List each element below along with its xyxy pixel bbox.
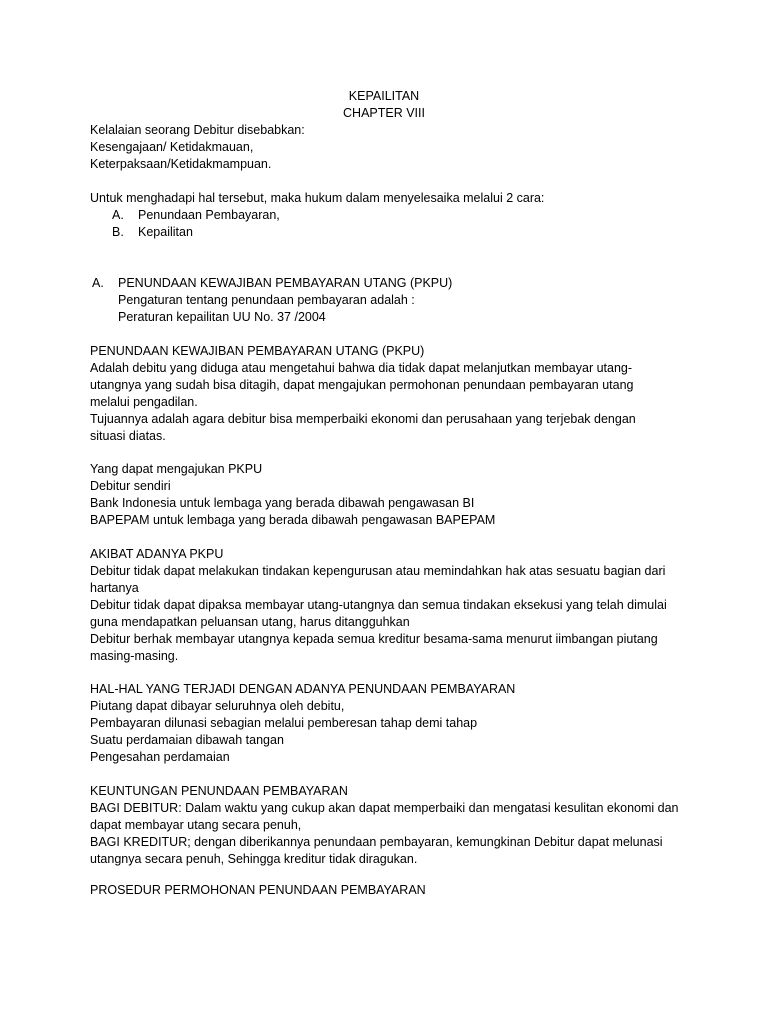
paragraph-line: Bank Indonesia untuk lembaga yang berada dibawah pengawasan BI: [90, 496, 475, 510]
paragraph-line: Piutang dapat dibayar seluruhnya oleh debitu,: [90, 699, 345, 713]
section-a: [92, 275, 692, 326]
procedure-heading-block: [90, 882, 690, 899]
paragraph-line: dapat membayar utang secara penuh,: [90, 818, 302, 832]
paragraph-line: utangnya secara penuh, Sehingga kreditur tidak diragukan.: [90, 852, 418, 866]
paragraph-line: Pembayaran dilunasi sebagian melalui pemberesan tahap demi tahap: [90, 716, 478, 730]
paragraph-line: melalui pengadilan.: [90, 395, 198, 409]
ways-item: [90, 224, 690, 241]
list-marker: B.: [112, 225, 124, 239]
intro-paragraph: [90, 122, 690, 173]
paragraph-line: Debitur sendiri: [90, 479, 171, 493]
paragraph-line: guna mendapatkan peluansan utang, harus ditangguhkan: [90, 615, 410, 629]
paragraph-line: BAGI KREDITUR; dengan diberikannya penundaan pembayaran, kemungkinan Debitur dapat melunasi: [90, 835, 663, 849]
paragraph-line: utangnya yang sudah bisa ditagih, dapat mengajukan permohonan penundaan pembayaran utang: [90, 378, 634, 392]
list-text: Penundaan Pembayaran,: [138, 208, 280, 222]
ways-paragraph: [90, 190, 690, 241]
section-line: Pengaturan tentang penundaan pembayaran adalah :: [118, 293, 415, 307]
section-heading: PENUNDAAN KEWAJIBAN PEMBAYARAN UTANG (PKPU): [118, 276, 453, 290]
document-title: KEPAILITAN: [348, 89, 420, 103]
paragraph-line: masing-masing.: [90, 649, 179, 663]
paragraph-line: situasi diatas.: [90, 429, 166, 443]
section-a-heading-row: [92, 275, 692, 292]
document-subtitle: CHAPTER VIII: [343, 106, 425, 120]
paragraph-line: hartanya: [90, 581, 139, 595]
paragraph-line: BAPEPAM untuk lembaga yang berada dibawah pengawasan BAPEPAM: [90, 513, 496, 527]
section-heading: KEUNTUNGAN PENUNDAAN PEMBAYARAN: [90, 784, 348, 798]
effects-paragraph: [90, 546, 690, 665]
paragraph-line: Pengesahan perdamaian: [90, 750, 230, 764]
events-paragraph: [90, 681, 690, 766]
paragraph-line: Yang dapat mengajukan PKPU: [90, 462, 263, 476]
ways-lead: Untuk menghadapi hal tersebut, maka hukum dalam menyelesaika melalui 2 cara:: [90, 191, 545, 205]
list-text: Kepailitan: [138, 225, 193, 239]
section-line: Peraturan kepailitan UU No. 37 /2004: [118, 310, 326, 324]
intro-line: Keterpaksaan/Ketidakmampuan.: [90, 157, 272, 171]
section-heading: HAL-HAL YANG TERJADI DENGAN ADANYA PENUNDAAN PEMBAYARAN: [90, 682, 516, 696]
ways-item: [90, 207, 690, 224]
list-marker: A.: [112, 208, 124, 222]
paragraph-line: Suatu perdamaian dibawah tangan: [90, 733, 284, 747]
pkpu-definition: [90, 343, 690, 445]
section-heading: PENUNDAAN KEWAJIBAN PEMBAYARAN UTANG (PKPU): [90, 344, 425, 358]
section-heading: AKIBAT ADANYA PKPU: [90, 547, 224, 561]
paragraph-line: Debitur berhak membayar utangnya kepada semua kreditur besama-sama menurut iimbangan piutang: [90, 632, 658, 646]
paragraph-line: Adalah debitu yang diduga atau mengetahui bahwa dia tidak dapat melanjutkan membayar utang-: [90, 361, 633, 375]
intro-line: Kelalaian seorang Debitur disebabkan:: [90, 123, 305, 137]
paragraph-line: Debitur tidak dapat dipaksa membayar utang-utangnya dan semua tindakan eksekusi yang telah dimulai: [90, 598, 667, 612]
section-marker: A.: [92, 276, 104, 290]
paragraph-line: Tujuannya adalah agara debitur bisa memperbaiki ekonomi dan perusahaan yang terjebak dengan: [90, 412, 636, 426]
applicants-paragraph: [90, 461, 690, 529]
intro-line: Kesengajaan/ Ketidakmauan,: [90, 140, 254, 154]
benefits-paragraph: [90, 783, 690, 868]
section-heading: PROSEDUR PERMOHONAN PENUNDAAN PEMBAYARAN: [90, 883, 426, 897]
paragraph-line: BAGI DEBITUR: Dalam waktu yang cukup akan dapat memperbaiki dan mengatasi kesulitan ekonomi dan: [90, 801, 679, 815]
paragraph-line: Debitur tidak dapat melakukan tindakan kepengurusan atau memindahkan hak atas sesuatu bagian dari: [90, 564, 666, 578]
